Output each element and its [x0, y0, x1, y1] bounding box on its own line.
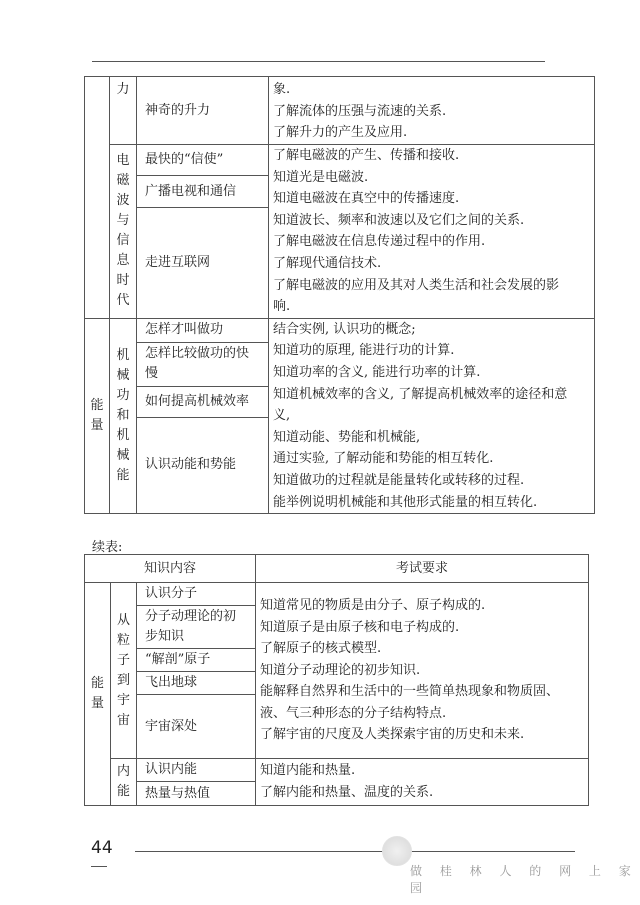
topic-broadcast-tv: 广播电视和通信	[137, 176, 269, 208]
requirements-mechanical: 结合实例, 认识功的概念; 知道功的原理, 能进行功的计算. 知道功率的含义, 能进行功率的计算. 知道机械效率的含义, 了解提高机械效率的途径和意 义, 知道动能、势能和机械能, 通过实验, 了解动能和势能的相互转化. 知道做功的过程就是能量转化或转移的过程. 能举例说明机械能和其他形式能量的相互转化.	[269, 318, 595, 513]
blank-main-cell	[85, 77, 110, 319]
topic-kinetic-potential: 认识动能和势能	[137, 417, 269, 513]
topic-lift: 神奇的升力	[137, 77, 269, 145]
curriculum-table-2	[84, 554, 589, 806]
header-rule	[92, 61, 545, 62]
topic-deep-universe: 宇宙深处	[137, 695, 256, 759]
topic-compare-work-rate: 怎样比较做功的快 慢	[137, 342, 269, 386]
requirements-particles: 知道常见的物质是由分子、原子构成的. 知道原子是由原子核和电子构成的. 了解原子的核式模型. 知道分子动理论的初步知识. 能解释自然界和生活中的一些简单热现象和物质固、 液、气三种形态的分子结构特点. 了解宇宙的尺度及人类探索宇宙的历史和未来.	[256, 583, 589, 759]
subcategory-force: 力	[110, 77, 137, 145]
topic-what-is-work: 怎样才叫做功	[137, 318, 269, 342]
requirements-em: 了解电磁波的产生、传播和接收. 知道光是电磁波. 知道电磁波在真空中的传播速度. 知道波长、频率和波速以及它们之间的关系. 了解电磁波在信息传递过程中的作用. 了解现代通信技术. 了解电磁波的应用及其对人类生活和社会发展的影 响.	[269, 145, 595, 319]
topic-internal-energy: 认识内能	[137, 759, 256, 782]
subcategory-particles-universe: 从 粒 子 到 宇 宙	[111, 583, 137, 759]
page-number-underline	[91, 866, 107, 867]
topic-heat-calorific: 热量与热值	[137, 782, 256, 806]
requirements-internal-energy: 知道内能和热量. 了解内能和热量、温度的关系.	[256, 759, 589, 806]
subcategory-internal-energy: 内 能	[111, 759, 137, 806]
topic-molecular-kinetic-theory: 分子动理论的初 步知识	[137, 606, 256, 649]
topic-dissect-atom: “解剖”原子	[137, 649, 256, 672]
topic-molecules: 认识分子	[137, 583, 256, 606]
watermark-text: 做 桂 林 人 的 网 上 家 园	[410, 864, 638, 895]
header-knowledge-content: 知识内容	[85, 555, 256, 583]
subcategory-mechanical-work: 机 械 功 和 机 械 能	[110, 318, 137, 513]
page-number: 44	[91, 838, 113, 858]
topic-fly-out-earth: 飞出地球	[137, 672, 256, 695]
watermark-logo-icon	[382, 836, 412, 866]
category-energy-2: 能 量	[85, 583, 111, 806]
topic-mechanical-efficiency: 如何提高机械效率	[137, 386, 269, 417]
subcategory-em-waves: 电 磁 波 与 信 息 时 代	[110, 145, 137, 319]
topic-fastest-messenger: 最快的“信使”	[137, 145, 269, 176]
continued-label: 续表:	[92, 540, 123, 555]
header-exam-requirements: 考试要求	[256, 555, 589, 583]
requirements-force: 象. 了解流体的压强与流速的关系. 了解升力的产生及应用.	[269, 77, 595, 145]
category-energy: 能 量	[85, 318, 110, 513]
topic-internet: 走进互联网	[137, 208, 269, 319]
curriculum-table-1	[84, 76, 595, 514]
footer-rule	[135, 851, 575, 852]
